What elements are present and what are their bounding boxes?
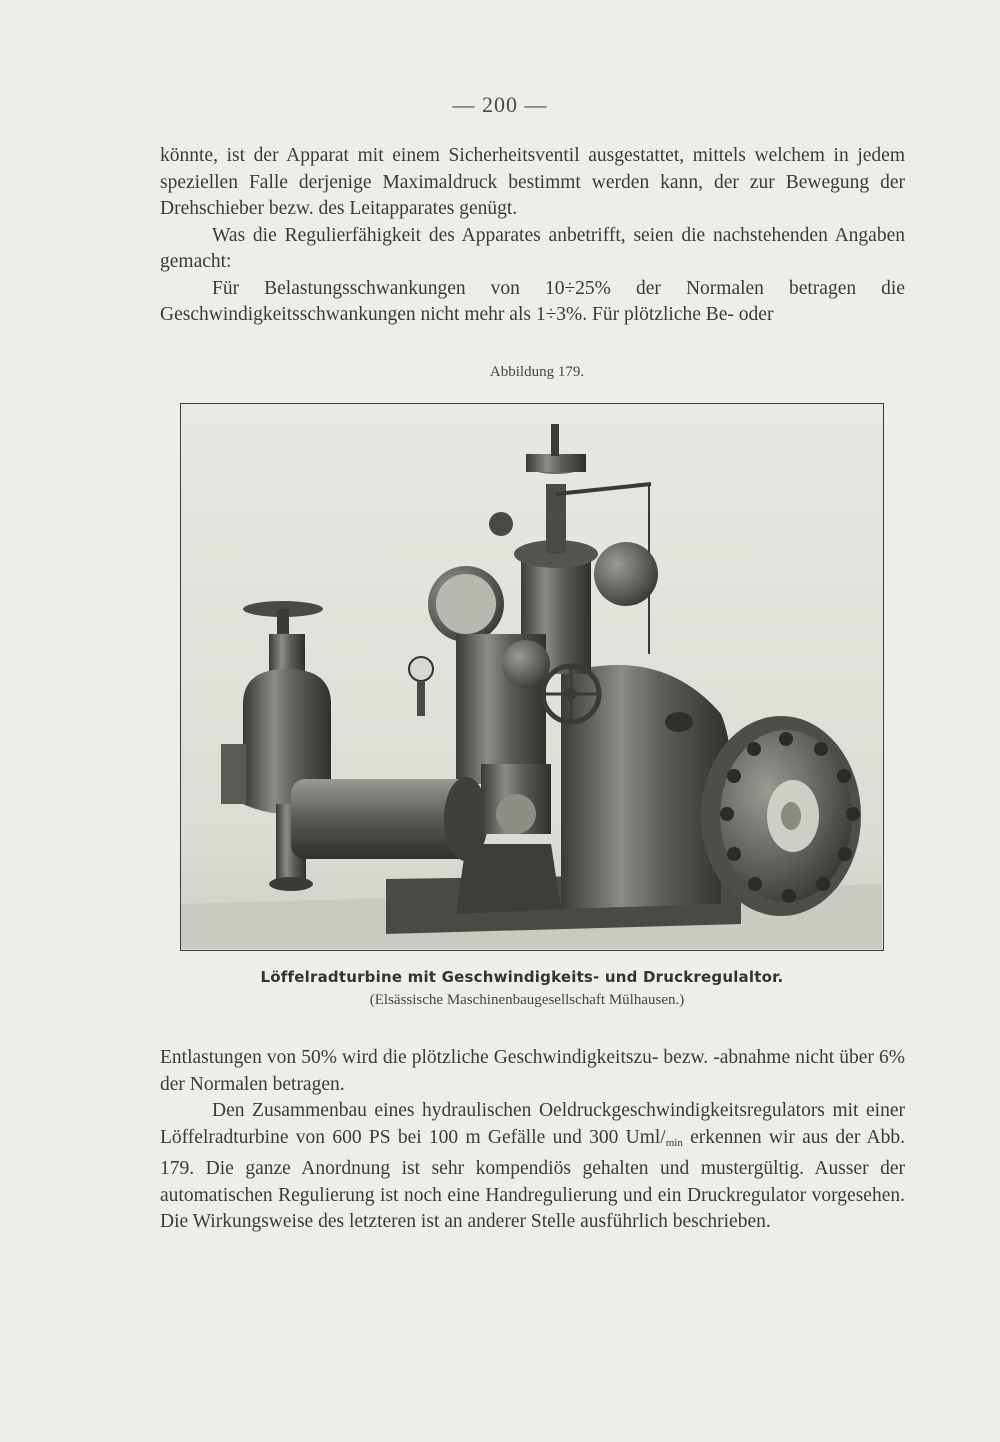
- paragraph-load-fluctuations: Für Belastungsschwankungen von 10÷25% der Normalen betragen die Geschwindigkeitsschwankungen nicht mehr als 1÷3%. Für plötzliche Be- oder: [160, 277, 905, 325]
- assembly-text-end: erkennen wir aus der Abb. 179. Die ganze Anordnung ist sehr kompendiös gehalten und mustergültig. Ausser der automatischen Regulierung ist noch eine Handregulierung und ein Druckregulator vorgesehen. Die Wirkungsweise des letzteren ist an anderer Stelle ausführlich beschrieben.: [160, 1126, 905, 1232]
- figure-caption-source: (Elsässische Maschinenbaugesellschaft Mülhausen.): [369, 992, 685, 1008]
- top-text-block: [160, 143, 905, 329]
- figure-label: Abbildung 179.: [489, 364, 585, 380]
- figure-photo: [180, 403, 884, 951]
- figure-caption: Löffelradturbine mit Geschwindigkeits- und Druckregulaltor.: [260, 968, 784, 986]
- paragraph-continuation: könnte, ist der Apparat mit einem Sicherheitsventil ausgestattet, mittels welchem in jedem speziellen Falle derjenige Maximaldruck bestimmt werden kann, der zur Bewegung der Drehschieber bezw. des Leitapparates genügt.: [160, 145, 905, 219]
- turbine-illustration: [181, 404, 882, 949]
- assembly-text-start: Den Zusammenbau eines hydraulischen Oeldruckgeschwindigkeitsregulators mit einer Löffelradturbine von 600 PS bei 100 m Gefälle und 300 Uml/: [160, 1100, 905, 1148]
- bottom-text-block: [160, 1045, 905, 1236]
- paragraph-regulation: Was die Regulierfähigkeit des Apparates anbetrifft, seien die nachstehenden Angaben gemacht:: [160, 224, 905, 272]
- paragraph-assembly: [160, 1098, 905, 1236]
- unit-subscript: min: [665, 1136, 683, 1149]
- page-number: — 200 —: [452, 92, 548, 117]
- paragraph-unload: Entlastungen von 50% wird die plötzliche Geschwindigkeitszu- bezw. -abnahme nicht über 6% der Normalen betragen.: [160, 1047, 905, 1095]
